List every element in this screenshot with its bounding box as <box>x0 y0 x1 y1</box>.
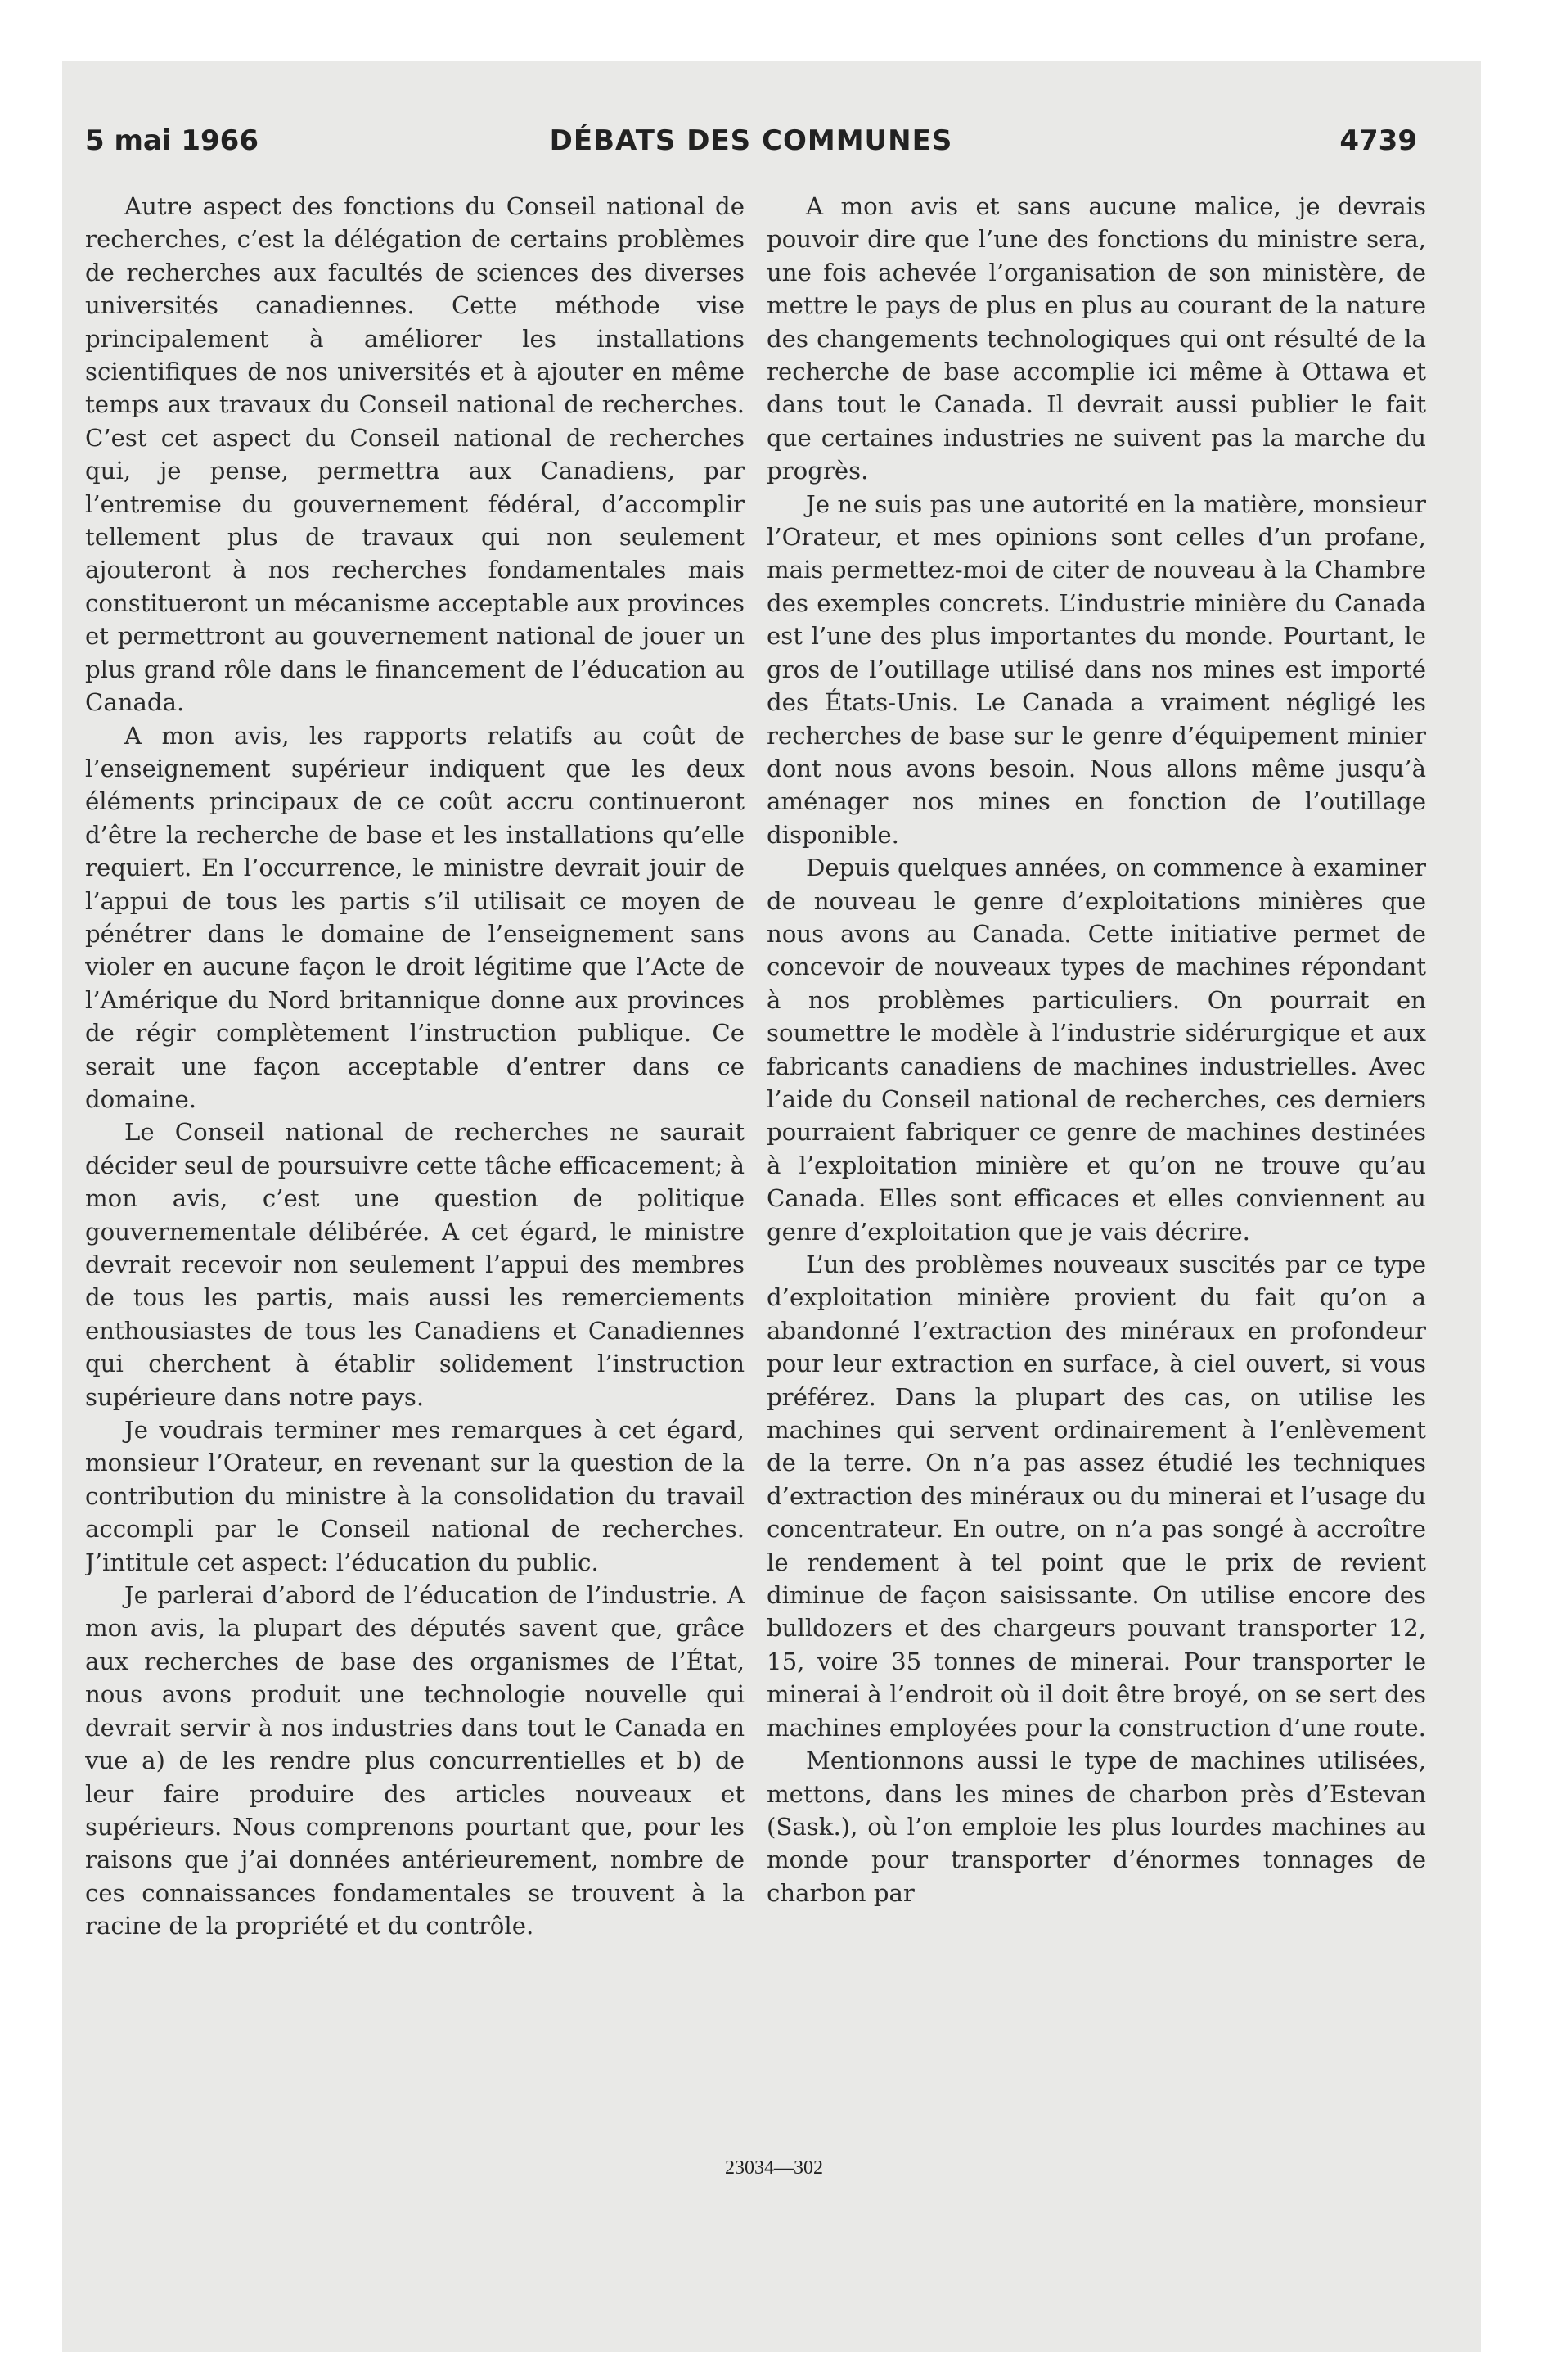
left-column <box>85 190 745 2130</box>
header-page-number: 4739 <box>1339 124 1417 157</box>
paragraph: Autre aspect des fonctions du Conseil national de recherches, c’est la délégation de certains problèmes de recherches aux facultés de sciences des diverses universités canadiennes. Cette méthode vise principalement à améliorer les installations scientifiques de nos universités et à ajouter en même temps aux travaux du Conseil national de recherches. C’est cet aspect du Conseil national de recherches qui, je pense, permettra aux Canadiens, par l’entremise du gouvernement fédéral, d’accomplir tellement plus de travaux qui non seulement ajouteront à nos recherches fondamentales mais constitueront un mécanisme acceptable aux provinces et permettront au gouvernement national de jouer un plus grand rôle dans le financement de l’éducation au Canada. <box>85 192 745 717</box>
print-code: 23034—302 <box>725 2157 823 2179</box>
page-header <box>85 124 1417 165</box>
header-title: DÉBATS DES COMMUNES <box>549 124 953 157</box>
paragraph: Je parlerai d’abord de l’éducation de l’industrie. A mon avis, la plupart des députés savent que, grâce aux recherches de base des organismes de l’État, nous avons produit une technologie nouvelle qui devrait servir à nos industries dans tout le Canada en vue a) de les rendre plus concurrentielles et b) de leur faire produire des articles nouveaux et supérieurs. Nous comprenons pourtant que, pour les raisons que j’ai données antérieurement, nombre de ces connaissances fondamentales se trouvent à la racine de la propriété et du contrôle. <box>85 1581 745 1941</box>
paragraph: A mon avis, les rapports relatifs au coût de l’enseignement supérieur indiquent que les deux éléments principaux de ce coût accru continueront d’être la recherche de base et les installations qu’elle requiert. En l’occurrence, le ministre devrait jouir de l’appui de tous les partis s’il utilisait ce moyen de pénétrer dans le domaine de l’enseignement sans violer en aucune façon le droit légitime que l’Acte de l’Amérique du Nord britannique donne aux provinces de régir complètement l’instruction publique. Ce serait une façon acceptable d’entrer dans ce domaine. <box>85 721 745 1113</box>
right-column <box>767 190 1426 2130</box>
paragraph: Je voudrais terminer mes remarques à cet égard, monsieur l’Orateur, en revenant sur la question de la contribution du ministre à la consolidation du travail accompli par le Conseil national de recherches. J’intitule cet aspect: l’éducation du public. <box>85 1416 745 1576</box>
header-date: 5 mai 1966 <box>85 124 259 157</box>
paragraph: Je ne suis pas une autorité en la matière, monsieur l’Orateur, et mes opinions sont celles d’un profane, mais permettez-moi de citer de nouveau à la Chambre des exemples concrets. L’industrie minière du Canada est l’une des plus importantes du monde. Pourtant, le gros de l’outillage utilisé dans nos mines est importé des États-Unis. Le Canada a vraiment négligé les recherches de base sur le genre d’équipement minier dont nous avons besoin. Nous allons même jusqu’à aménager nos mines en fonction de l’outillage disponible. <box>767 489 1426 849</box>
paragraph: Mentionnons aussi le type de machines utilisées, mettons, dans les mines de charbon près d’Estevan (Sask.), où l’on emploie les plus lourdes machines au monde pour transporter d’énormes tonnages de charbon par <box>767 1747 1426 1907</box>
paragraph: Depuis quelques années, on commence à examiner de nouveau le genre d’exploitations minières que nous avons au Canada. Cette initiative permet de concevoir de nouveaux types de machines répondant à nos problèmes particuliers. On pourrait en soumettre le modèle à l’industrie sidérurgique et aux fabricants canadiens de machines industrielles. Avec l’aide du Conseil national de recherches, ces derniers pourraient fabriquer ce genre de machines destinées à l’exploitation minière et qu’on ne trouve qu’au Canada. Elles sont efficaces et elles conviennent au genre d’exploitation que je vais décrire. <box>767 854 1426 1246</box>
paragraph: Le Conseil national de recherches ne saurait décider seul de poursuivre cette tâche efficacement; à mon avis, c’est une question de politique gouvernementale délibérée. A cet égard, le ministre devrait recevoir non seulement l’appui des membres de tous les partis, mais aussi les remerciements enthousiastes de tous les Canadiens et Canadiennes qui cherchent à établir solidement l’instruction supérieure dans notre pays. <box>85 1118 745 1411</box>
paragraph: L’un des problèmes nouveaux suscités par ce type d’exploitation minière provient du fait qu’on a abandonné l’extraction des minéraux en profondeur pour leur extraction en surface, à ciel ouvert, si vous préférez. Dans la plupart des cas, on utilise les machines qui servent ordinairement à l’enlèvement de la terre. On n’a pas assez étudié les techniques d’extraction des minéraux ou du minerai et l’usage du concentrateur. En outre, on n’a pas songé à accroître le rendement à tel point que le prix de revient diminue de façon saisissante. On utilise encore des bulldozers et des chargeurs pouvant transporter 12, 15, voire 35 tonnes de minerai. Pour transporter le minerai à l’endroit où il doit être broyé, on se sert des machines employées pour la construction d’une route. <box>767 1251 1426 1742</box>
paragraph: A mon avis et sans aucune malice, je devrais pouvoir dire que l’une des fonctions du ministre sera, une fois achevée l’organisation de son ministère, de mettre le pays de plus en plus au courant de la nature des changements technologiques qui ont résulté de la recherche de base accomplie ici même à Ottawa et dans tout le Canada. Il devrait aussi publier le fait que certaines industries ne suivent pas la marche du progrès. <box>767 192 1426 485</box>
